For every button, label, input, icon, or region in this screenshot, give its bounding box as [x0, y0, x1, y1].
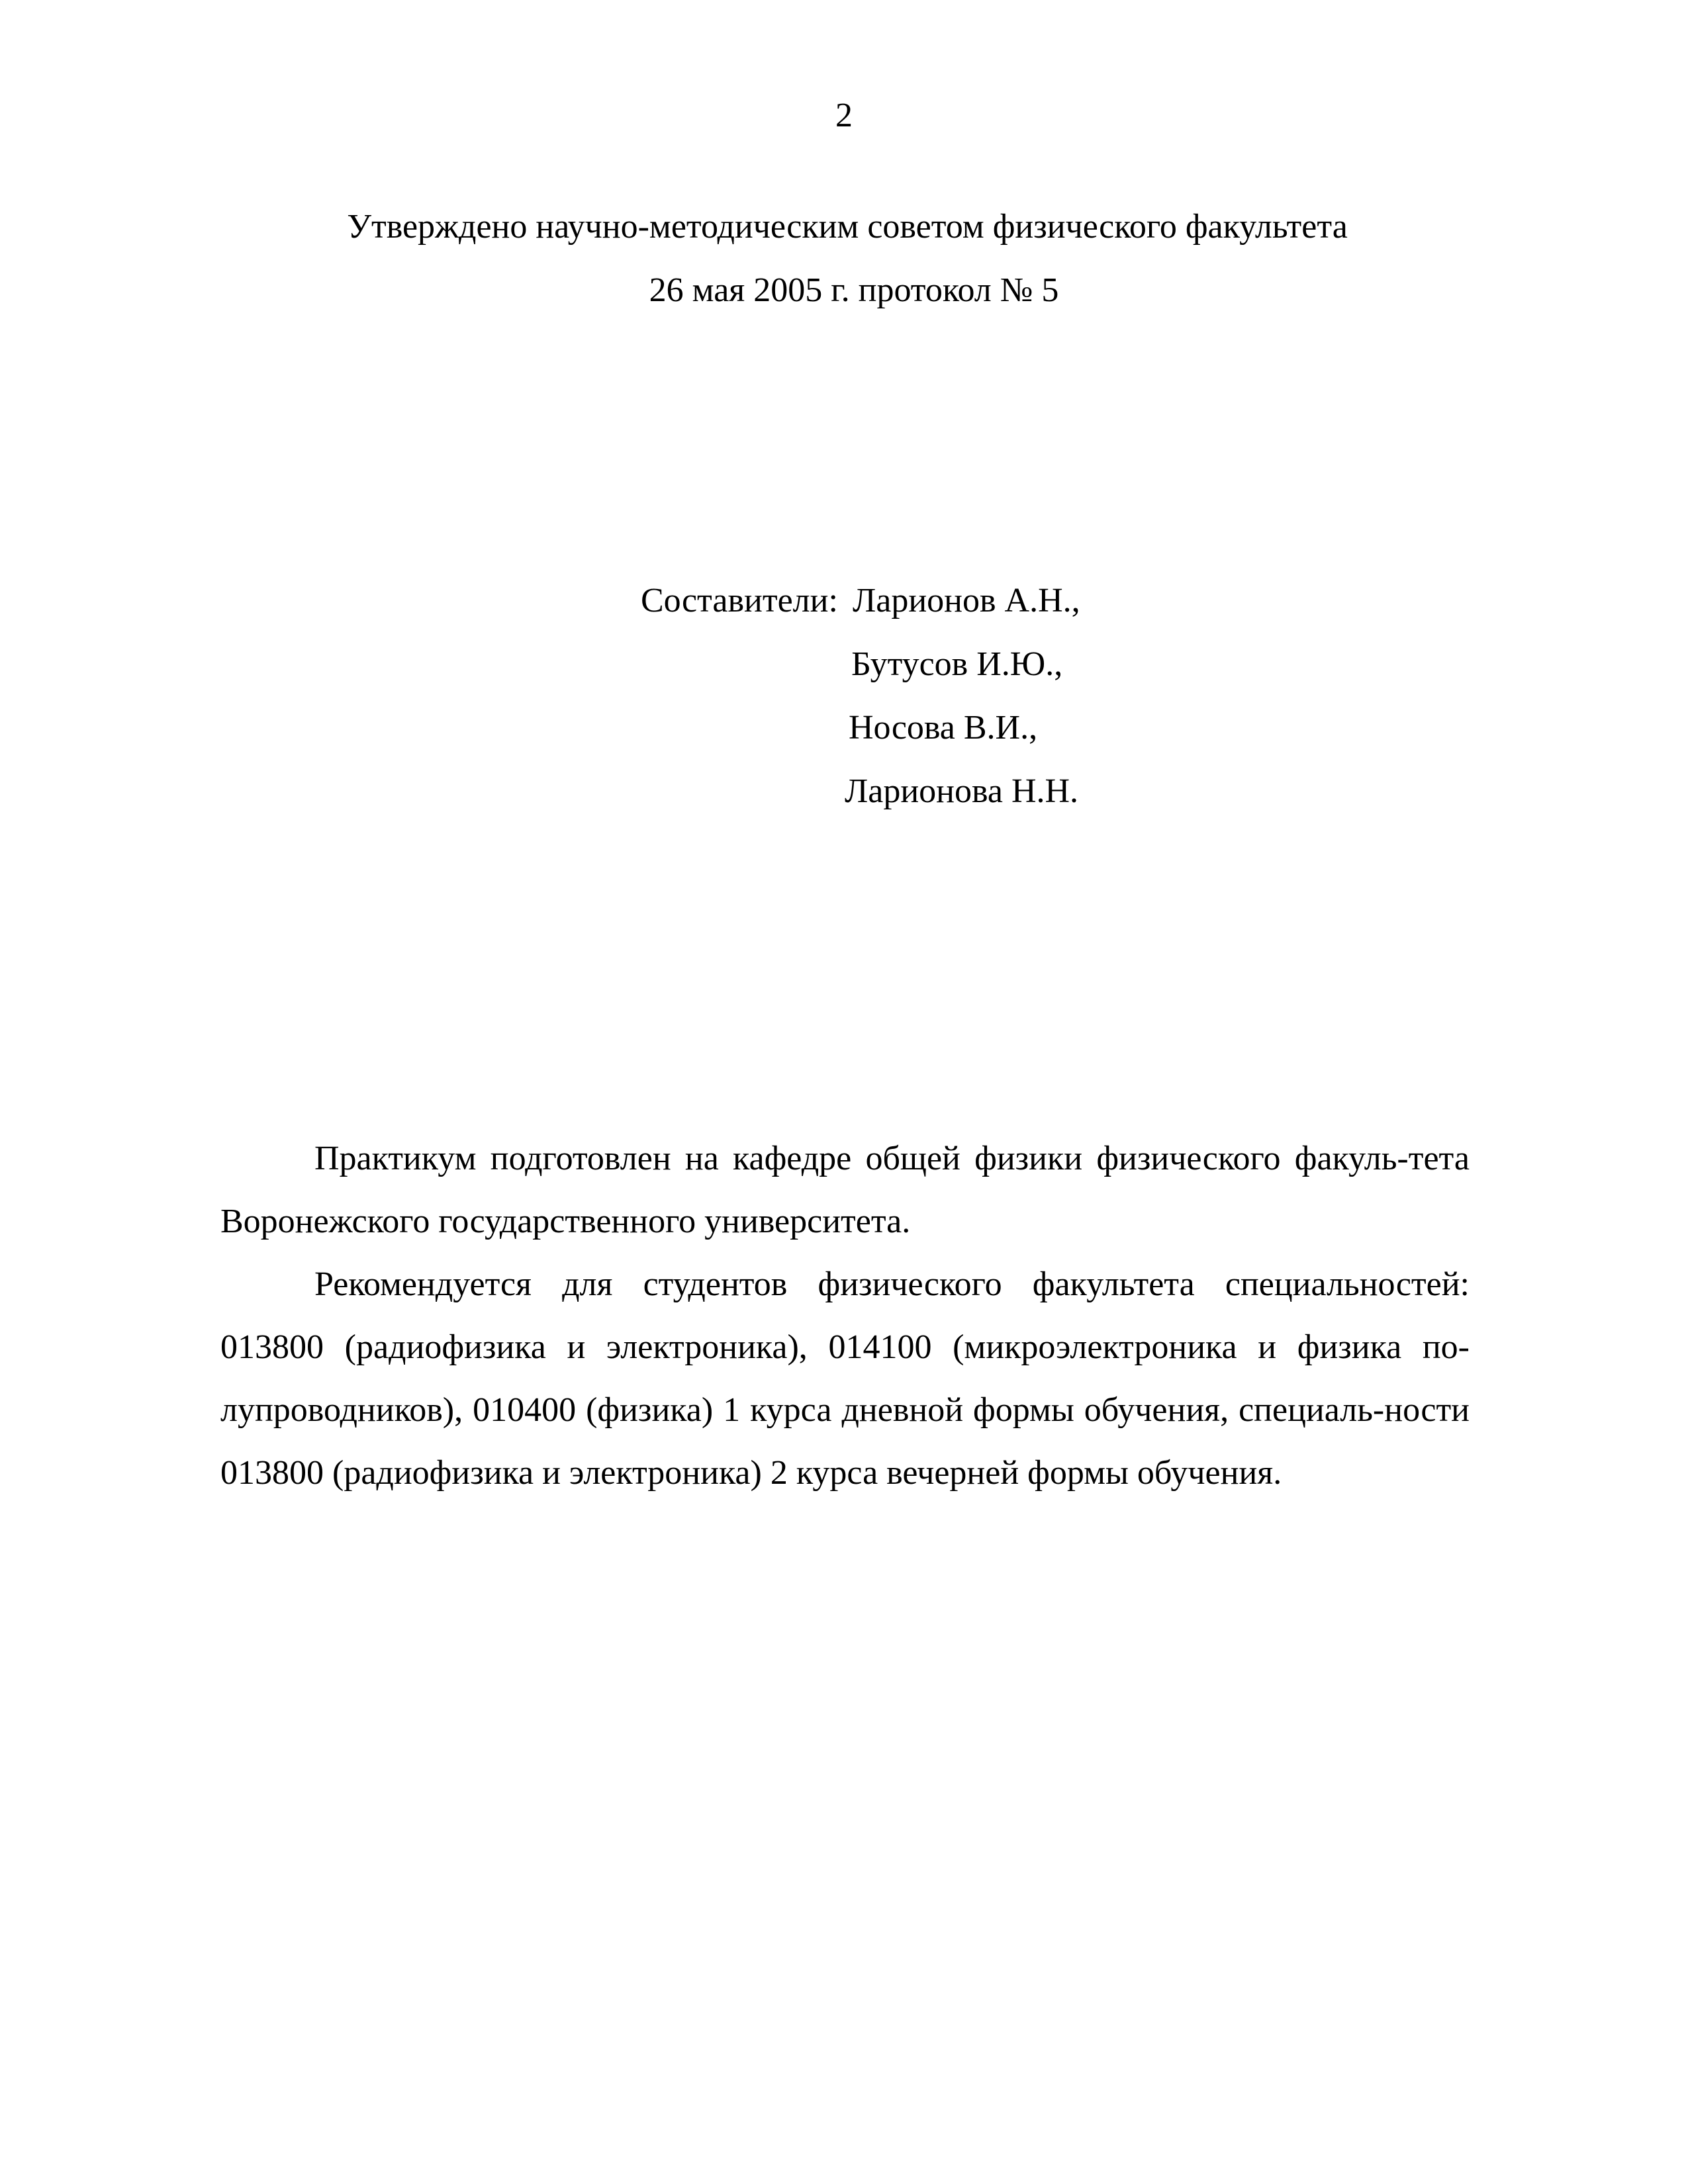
paragraph-recommendation: Рекомендуется для студентов физического факультета специальностей: 013800 (радиофизика и электроника), 014100 (микроэлектроника и физика по-лупроводников), 010400 (физика) 1 курса дневной формы обучения, специаль-ности 013800 (радиофизика и электроника) 2 курса вечерней формы обучения.: [220, 1265, 1470, 1492]
paragraph-department: Практикум подготовлен на кафедре общей физики физического факуль-тета Воронежского государственного университета.: [220, 1140, 1470, 1240]
compilers-row: [641, 760, 1079, 823]
compilers-row: [641, 633, 1063, 696]
compiler-name: Носова В.И.,: [849, 709, 1038, 747]
compiler-name: Бутусов И.Ю.,: [851, 645, 1063, 683]
approval-line-2: 26 мая 2005 г. протокол № 5: [649, 271, 1059, 309]
approval-block: [0, 195, 1688, 322]
body-text: [220, 1127, 1470, 1504]
compiler-name: Ларионова Н.Н.: [845, 772, 1079, 810]
compilers-row: [641, 696, 1038, 760]
compilers-label: Составители:: [641, 582, 838, 619]
approval-line-1: Утверждено научно-методическим советом физического факультета: [347, 208, 1348, 246]
compilers-block: [641, 569, 1080, 823]
page-number: 2: [835, 97, 853, 134]
compilers-row: [641, 569, 1080, 633]
compiler-name: Ларионов А.Н.,: [853, 582, 1080, 619]
